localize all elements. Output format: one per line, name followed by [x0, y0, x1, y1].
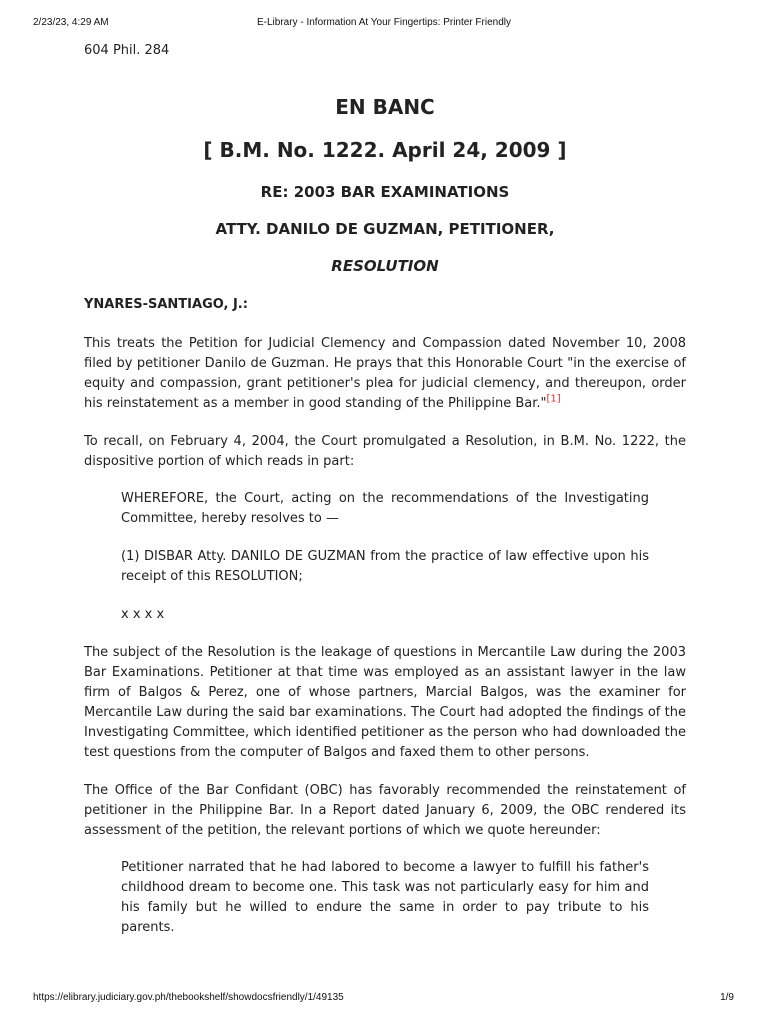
page-number: 1/9 [720, 992, 734, 1003]
print-footer [0, 992, 768, 1006]
document-type-heading: RESOLUTION [331, 257, 439, 275]
print-datetime: 2/23/23, 4:29 AM [33, 17, 109, 28]
paragraph: The Office of the Bar Confidant (OBC) has favorably recommended the reinstatement of petitioner in the Philippine Bar. In a Report dated January 6, 2009, the OBC rendered its assessment of the petition, the relevant portions of which we quote hereunder: [84, 783, 686, 838]
paragraph: The subject of the Resolution is the leakage of questions in Mercantile Law during the 2003 Bar Examinations. Petitioner at that time was employed as an assistant lawyer in the law firm of Balgos & Perez, one of whose partners, Marcial Balgos, was the examiner for Mercantile Law during the said bar examinations. The Court had adopted the findings of the Investigating Committee, which identified petitioner as the person who had downloaded the test questions from the computer of Balgos and faxed them to other persons. [84, 645, 686, 760]
print-header [0, 17, 768, 31]
paragraph: To recall, on February 4, 2004, the Court promulgated a Resolution, in B.M. No. 1222, the dispositive portion of which reads in part: [84, 434, 686, 469]
party-heading: ATTY. DANILO DE GUZMAN, PETITIONER, [215, 220, 555, 238]
quote-paragraph: WHEREFORE, the Court, acting on the recommendations of the Investigating Committee, hereby resolves to — [121, 491, 649, 526]
footnote-link[interactable]: [1] [546, 393, 561, 405]
paragraph-text: This treats the Petition for Judicial Clemency and Compassion dated November 10, 2008 filed by petitioner Danilo de Guzman. He prays that this Honorable Court "in the exercise of equity and compassion, grant petitioner's plea for judicial clemency, and thereupon, order his reinstatement as a member in good standing of the Philippine Bar." [84, 336, 686, 411]
case-citation: 604 Phil. 284 [84, 43, 170, 58]
ponente: YNARES-SANTIAGO, J.: [84, 297, 248, 312]
quote-ellipsis: x x x x [121, 607, 165, 622]
division-heading: EN BANC [335, 95, 435, 119]
case-number-heading: [ B.M. No. 1222. April 24, 2009 ] [203, 138, 567, 162]
document-body [84, 41, 686, 938]
quote-paragraph: (1) DISBAR Atty. DANILO DE GUZMAN from the practice of law effective upon his receipt of this RESOLUTION; [121, 549, 649, 584]
print-url: https://elibrary.judiciary.gov.ph/thebookshelf/showdocsfriendly/1/49135 [33, 992, 344, 1003]
print-page-title: E-Library - Information At Your Fingertips: Printer Friendly [257, 17, 511, 28]
block-quote [121, 858, 649, 938]
paragraph [84, 334, 686, 414]
quote-paragraph: Petitioner narrated that he had labored to become a lawyer to fulfill his father's childhood dream to become one. This task was not particularly easy for him and his family but he willed to endure the same in order to pay tribute to his parents. [121, 860, 649, 935]
block-quote [121, 489, 649, 625]
re-heading: RE: 2003 BAR EXAMINATIONS [260, 183, 510, 201]
